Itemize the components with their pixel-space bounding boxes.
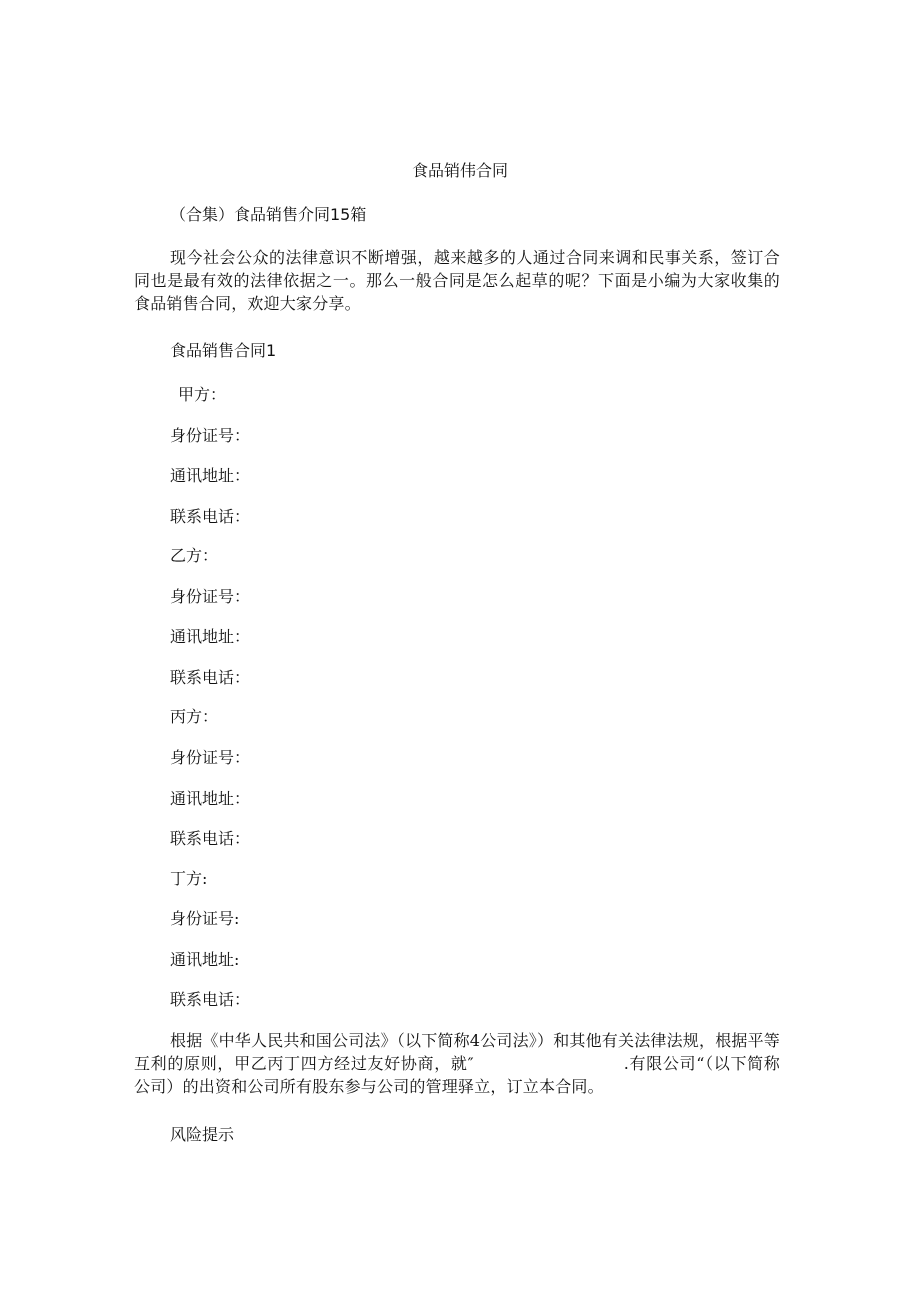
party-a-address-label: 通讯地址： xyxy=(170,466,251,485)
party-b-address-label: 通讯地址： xyxy=(170,627,251,646)
party-b-label: 乙方： xyxy=(170,546,219,565)
party-c-label: 丙方： xyxy=(170,707,219,726)
document-subtitle: （合集）食品销售介同15箱 xyxy=(170,205,367,224)
risk-heading: 风险提示 xyxy=(170,1125,235,1144)
party-c-address-label: 通讯地址： xyxy=(170,789,251,808)
party-d-label: 丁方: xyxy=(170,869,208,888)
document-title: 食品销伟合同 xyxy=(411,161,508,180)
legal-basis-text-1: 根据《中华人民共和国公司法》（以下简称4公司法》）和其他有关法律法规，根据平等互利的原则，甲乙丙丁四方经过友好协商，就″ xyxy=(134,1031,780,1073)
party-c-id-label: 身份证号： xyxy=(170,748,251,767)
party-d-address-label: 通讯地址: xyxy=(170,950,240,969)
party-a-phone-label: 联系电话： xyxy=(170,507,251,526)
party-a-id-label: 身份证号： xyxy=(170,426,251,445)
party-b-phone-label: 联系电话： xyxy=(170,668,251,687)
section-heading: 食品销售合同1 xyxy=(170,341,277,360)
party-d-id-label: 身份证号: xyxy=(170,909,240,928)
legal-basis-text-2: .有限公司“（以下简称公司）的出资和公司所有股东参与公司的管理驿立，订立本合同。 xyxy=(134,1054,780,1096)
party-c-phone-label: 联系电话： xyxy=(170,829,251,848)
intro-paragraph: 现今社会公众的法律意识不断增强，越来越多的人通过合同来调和民事关系，签订合同也是最有效的法律依据之一。那么一般合同是怎么起草的呢？下面是小编为大家收集的食品销售合同，欢迎大家分享。 xyxy=(134,248,780,313)
party-a-label: 甲方： xyxy=(178,385,227,404)
party-b-id-label: 身份证号： xyxy=(170,587,251,606)
party-d-phone-label: 联系电话： xyxy=(170,990,251,1009)
legal-basis-paragraph xyxy=(134,1029,780,1098)
